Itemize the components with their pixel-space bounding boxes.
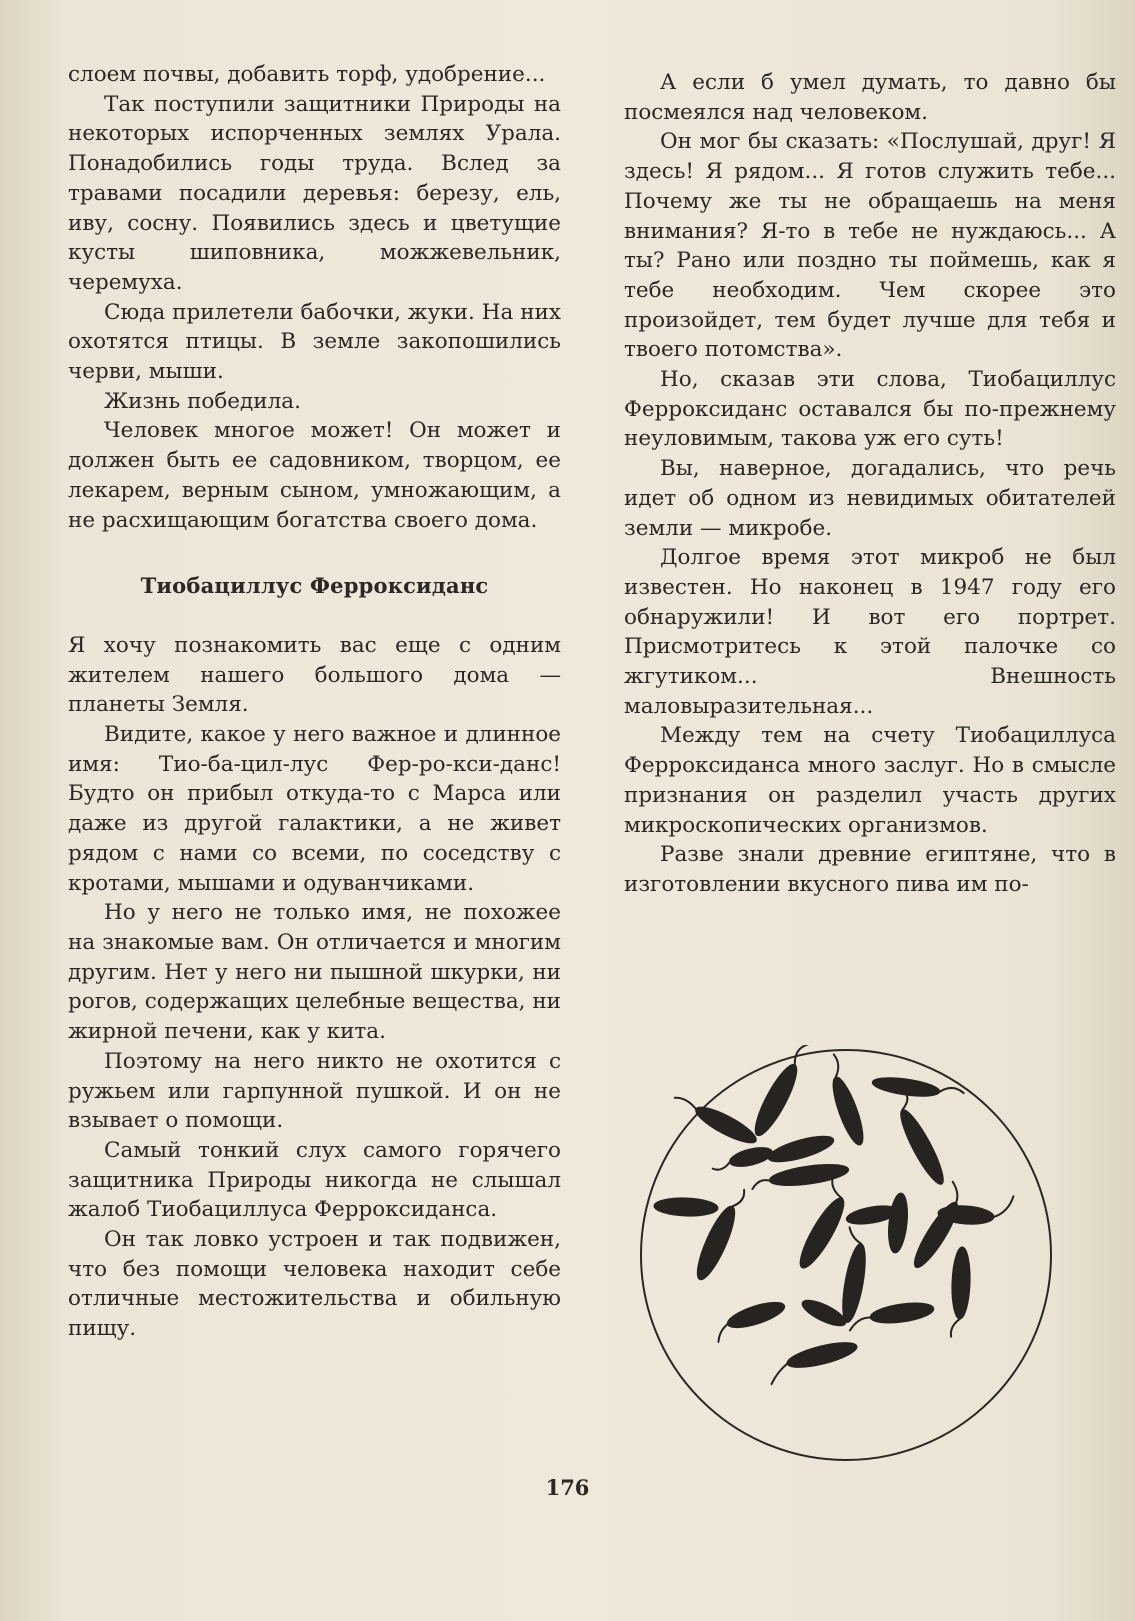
paragraph: Поэтому на него никто не охотится с ружьем или гарпунной пушкой. И он не взывает о помощи. bbox=[68, 1048, 561, 1134]
paragraph: слоем почвы, добавить торф, удобрение... bbox=[68, 62, 546, 87]
page-number: 176 bbox=[545, 1475, 590, 1500]
paragraph: Человек многое может! Он может и должен быть ее садовником, творцом, ее лекарем, верным сыном, умножающим, а не расхищающим богатства своего дома. bbox=[68, 418, 561, 533]
paragraph: Жизнь победила. bbox=[104, 388, 301, 414]
paragraph: Я хочу познакомить вас еще с одним жителем нашего большого дома — планеты Земля. bbox=[68, 632, 561, 718]
paragraph: Так поступили защитники Природы на некоторых испорченных землях Урала. Понадобились годы труда. Вслед за травами посадили деревья: березу, ель, иву, сосну. Появились здесь и цветущие кусты шиповника, можжевельник, черемуха. bbox=[68, 91, 561, 295]
paragraph: Но, сказав эти слова, Тиобациллус Ферроксиданс оставался бы по-прежнему неуловимым, такова уж его суть! bbox=[624, 367, 1116, 452]
paragraph: Он мог бы сказать: «Послушай, друг! Я здесь! Я рядом... Я готов служить тебе... Почему же ты не обращаешь на меня внимания? Я-то в тебе не нуждаюсь... А ты? Рано или поздно ты поймешь, как я тебе необходим. Чем скорее это произойдет, тем будет лучше для тебя и твоего потомства». bbox=[624, 129, 1116, 363]
paragraph: А если б умел думать, то давно бы посмеялся над человеком. bbox=[624, 70, 1116, 125]
paragraph: Между тем на счету Тиобациллуса Ферроксиданса много заслуг. Но в смысле признания он разделил участь других микроскопических организмов. bbox=[624, 723, 1116, 838]
bacteria-illustration bbox=[636, 1045, 1056, 1465]
paragraph: Долгое время этот микроб не был известен. Но наконец в 1947 году его обнаружили! И вот его портрет. Присмотритесь к этой палочке со жгутиком... Внешность маловыразительная... bbox=[624, 545, 1116, 719]
section-heading: Тиобациллус Ферроксиданс bbox=[140, 573, 489, 599]
right-column bbox=[624, 68, 1116, 900]
paragraph: Вы, наверное, догадались, что речь идет об одном из невидимых обитателей земли — микробе. bbox=[624, 456, 1116, 541]
paragraph: Разве знали древние египтяне, что в изготовлении вкусного пива им по- bbox=[624, 842, 1116, 897]
left-column bbox=[68, 60, 561, 1344]
bacteria-microscope-view bbox=[636, 1045, 1056, 1465]
paragraph: Сюда прилетели бабочки, жуки. На них охотятся птицы. В земле закопошились черви, мыши. bbox=[68, 299, 561, 385]
paragraph: Он так ловко устроен и так подвижен, что без помощи человека находит себе отличные местожительства и обильную пищу. bbox=[68, 1227, 561, 1342]
bacteria-group bbox=[654, 1045, 1014, 1384]
paragraph: Но у него не только имя, не похожее на знакомые вам. Он отличается и многим другим. Нет у него ни пышной шкурки, ни рогов, содержащих целебные вещества, ни жирной печени, как у кита. bbox=[68, 900, 561, 1045]
paragraph: Видите, какое у него важное и длинное имя: Тио-ба-цил-лус Фер-ро-кси-данс! Будто он прибыл откуда-то с Марса или даже из другой галактики, а не живет рядом с нами со всеми, по соседству с кротами, мышами и одуванчиками. bbox=[68, 722, 561, 896]
paragraph: Самый тонкий слух самого горячего защитника Природы никогда не слышал жалоб Тиобациллуса Ферроксиданса. bbox=[68, 1137, 561, 1223]
